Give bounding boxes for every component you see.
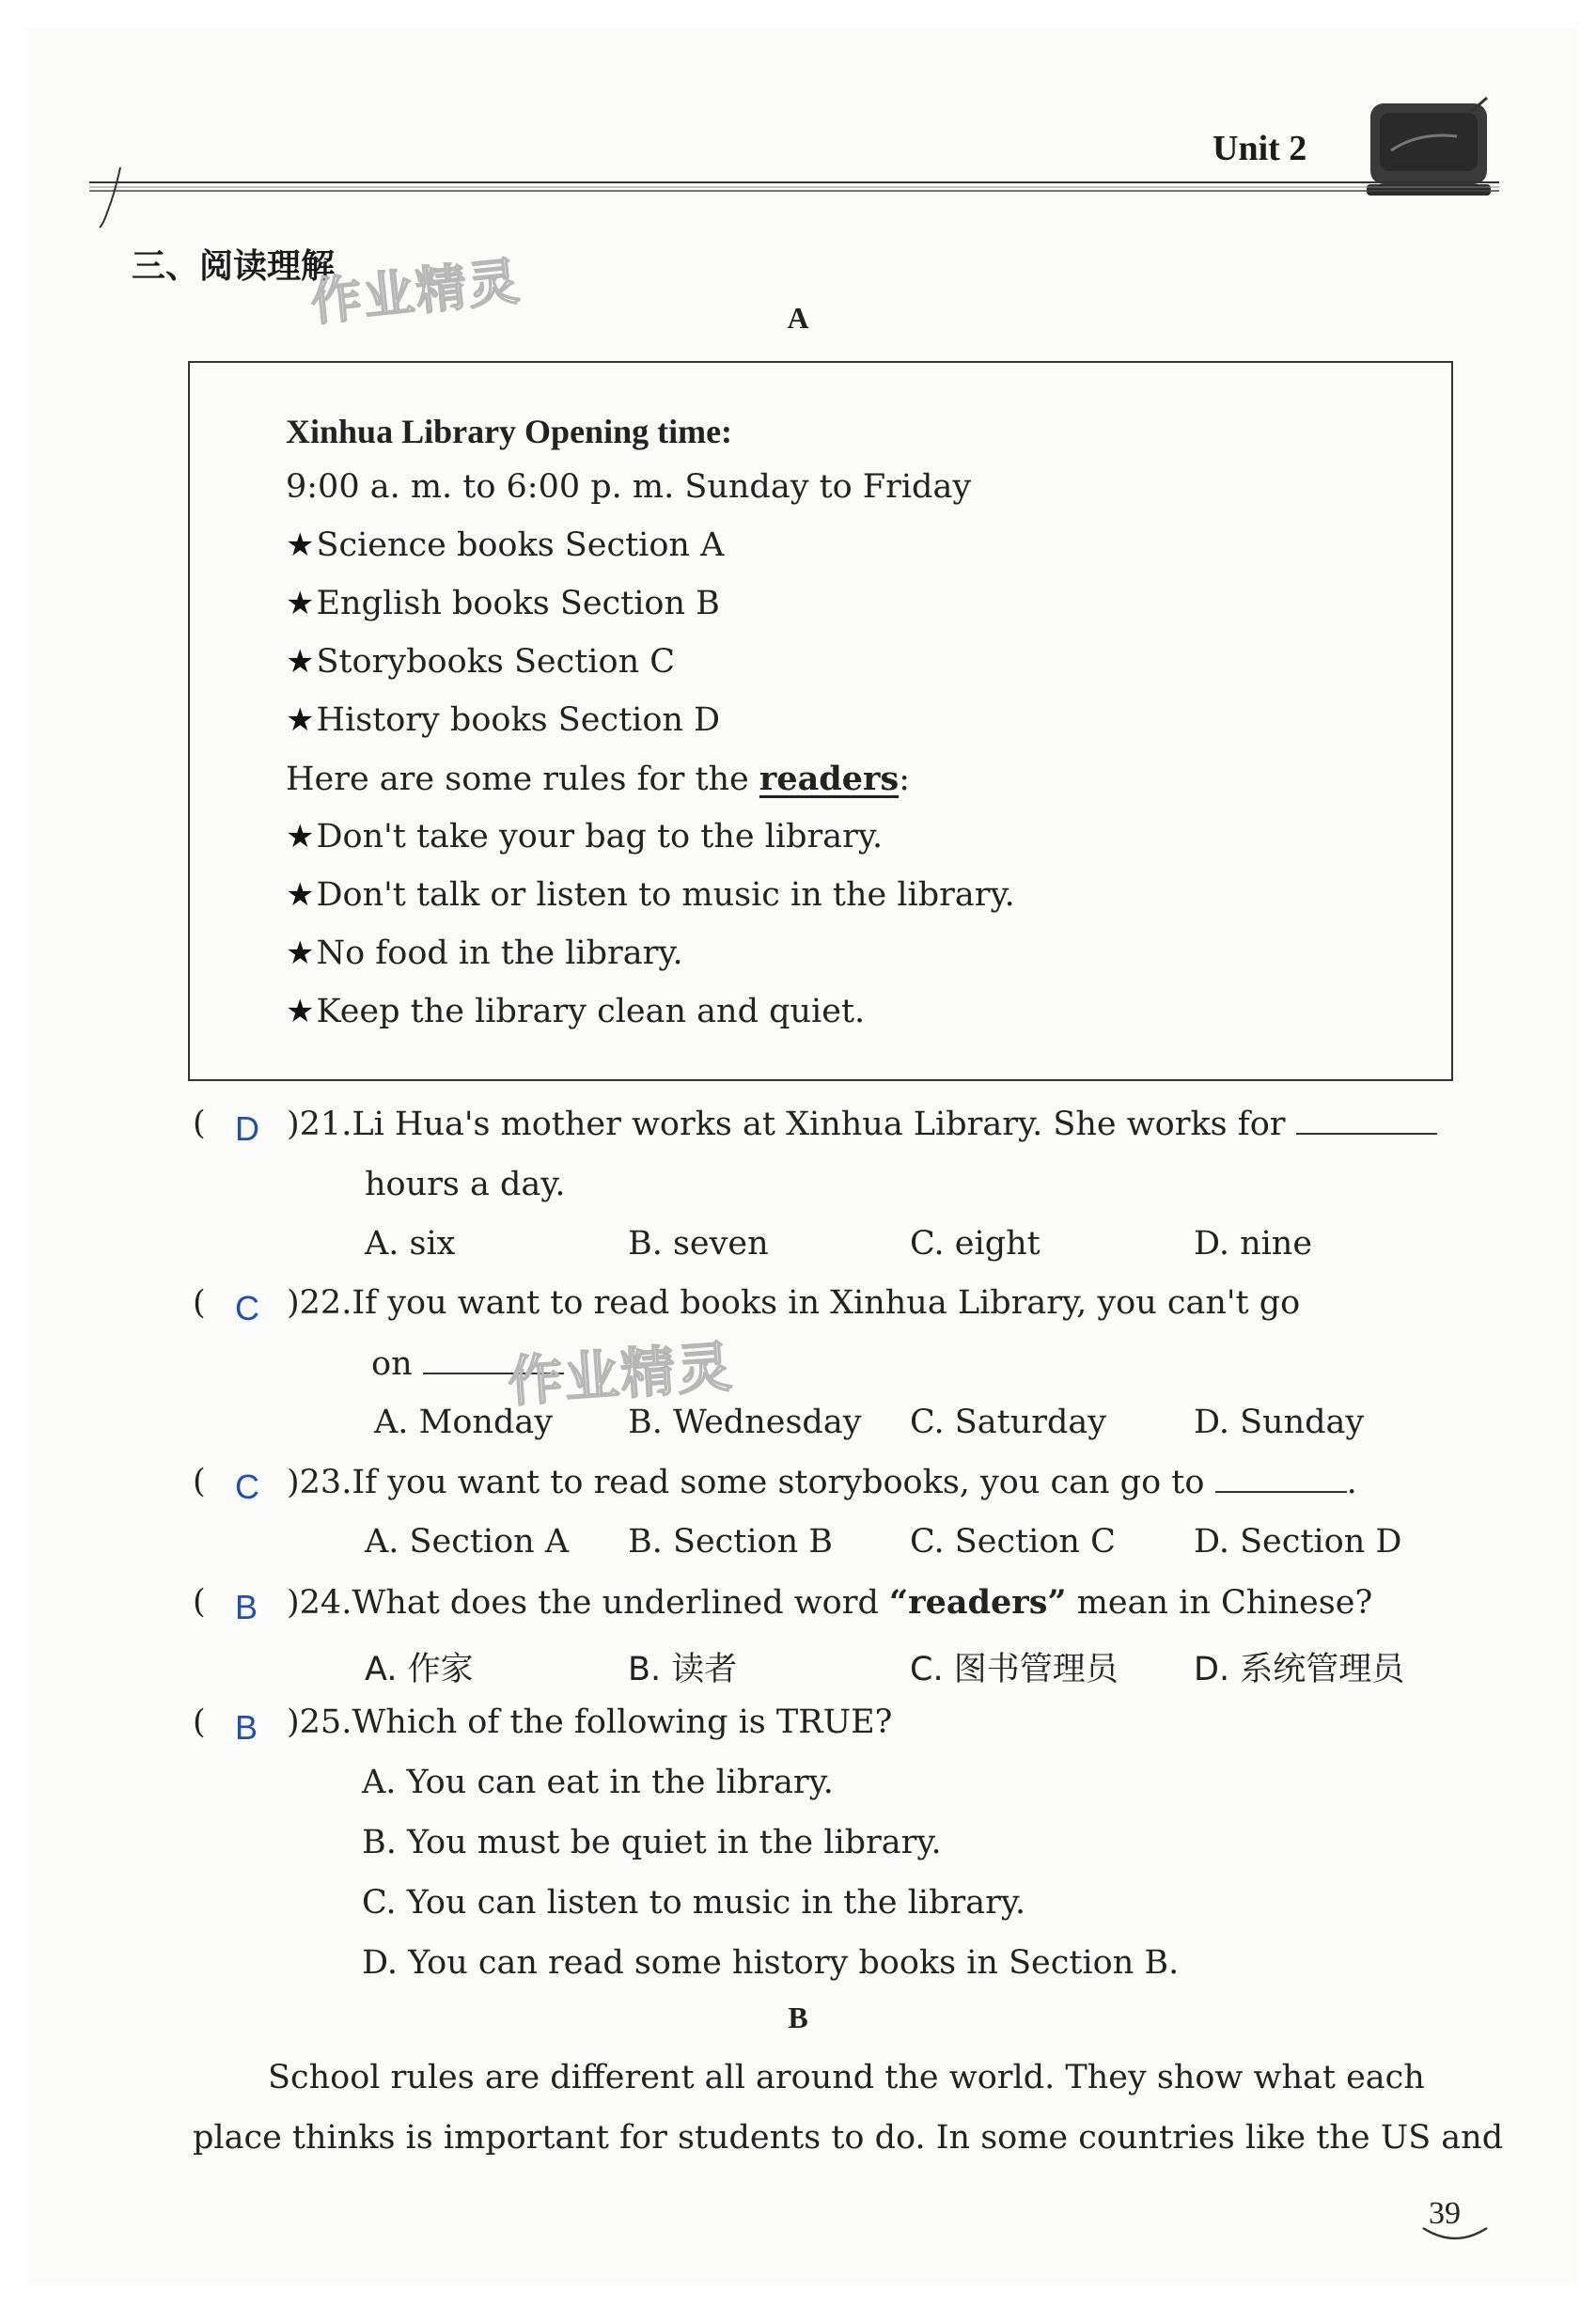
option: C. 图书管理员: [910, 1651, 1119, 1688]
rule-item: ★Don't talk or listen to music in the library.: [286, 876, 1015, 914]
watermark: 作业精灵: [307, 251, 524, 333]
underlined-word: readers: [759, 760, 900, 798]
star-icon: ★: [286, 876, 315, 914]
answer-blank: [1215, 1463, 1347, 1493]
star-icon: ★: [286, 526, 315, 564]
rule-item: ★Don't take your bag to the library.: [286, 818, 884, 855]
notice-title: Xinhua Library Opening time:: [286, 413, 733, 450]
option: C. You can listen to music in the library.: [362, 1884, 1026, 1922]
notice-section-item: ★Science books Section A: [286, 526, 725, 564]
option: A. six: [365, 1225, 456, 1263]
answer-paren-open: (: [193, 1463, 206, 1500]
option: D. Sunday: [1194, 1404, 1365, 1441]
passage-line: place thinks is important for students to do. In some countries like the US and: [193, 2119, 1504, 2157]
star-icon: ★: [286, 701, 315, 739]
question-23: )23.If you want to read some storybooks, you can go to .: [287, 1464, 1357, 1501]
watermark: 作业精灵: [506, 1334, 736, 1415]
answer-25: B: [235, 1708, 258, 1747]
option: C. Saturday: [910, 1404, 1107, 1441]
option: B. Section B: [628, 1523, 833, 1561]
question-22-cont: on: [371, 1344, 564, 1383]
answer-blank: [1296, 1105, 1437, 1135]
part-b-label: B: [788, 2001, 808, 2034]
rules-intro: Here are some rules for the readers:: [286, 760, 910, 798]
option: B. 读者: [628, 1651, 738, 1688]
notice-section-item: ★History books Section D: [286, 701, 721, 739]
option: D. You can read some history books in Section B.: [362, 1944, 1180, 1982]
answer-24: B: [235, 1588, 258, 1626]
star-icon: ★: [286, 934, 315, 972]
rule-item: ★No food in the library.: [286, 934, 683, 972]
option: D. nine: [1194, 1225, 1313, 1263]
option: C. Section C: [910, 1523, 1116, 1561]
notice-section-item: ★Storybooks Section C: [286, 643, 676, 681]
answer-paren-open: (: [193, 1284, 206, 1322]
option: B. seven: [628, 1225, 769, 1263]
star-icon: ★: [286, 818, 315, 855]
unit-title: Unit 2: [1213, 129, 1307, 168]
part-a-label: A: [787, 301, 809, 335]
option: A. Monday: [374, 1404, 554, 1441]
section-heading: 三、阅读理解: [132, 247, 336, 286]
option: D. 系统管理员: [1194, 1651, 1405, 1688]
library-notice-box: [188, 361, 1453, 1081]
option: A. 作家: [365, 1651, 474, 1688]
question-21-cont: hours a day.: [365, 1166, 566, 1203]
question-24: )24.What does the underlined word “readers” mean in Chinese?: [287, 1583, 1373, 1622]
notice-section-item: ★English books Section B: [286, 585, 720, 622]
star-icon: ★: [286, 993, 315, 1030]
option: B. You must be quiet in the library.: [362, 1824, 942, 1861]
header-divider: [89, 179, 1499, 194]
passage-line: School rules are different all around the world. They show what each: [268, 2059, 1425, 2096]
option: A. You can eat in the library.: [362, 1764, 834, 1801]
answer-21: D: [235, 1109, 259, 1148]
notice-hours: 9:00 a. m. to 6:00 p. m. Sunday to Friday: [286, 468, 972, 506]
question-21: )21.Li Hua's mother works at Xinhua Library. She works for: [287, 1105, 1437, 1143]
rule-item: ★Keep the library clean and quiet.: [286, 993, 866, 1030]
swirl-ornament: [94, 165, 132, 231]
option: D. Section D: [1194, 1523, 1402, 1561]
question-25: )25.Which of the following is TRUE?: [287, 1703, 893, 1741]
star-icon: ★: [286, 643, 315, 681]
option: A. Section A: [365, 1523, 570, 1561]
answer-23: C: [235, 1467, 259, 1506]
answer-paren-open: (: [193, 1583, 206, 1621]
question-22: )22.If you want to read books in Xinhua Library, you can't go: [287, 1284, 1301, 1322]
answer-22: C: [235, 1289, 259, 1327]
page-number: 39: [1429, 2196, 1461, 2231]
answer-paren-open: (: [193, 1703, 206, 1741]
star-icon: ★: [286, 585, 315, 622]
option: B. Wednesday: [628, 1404, 862, 1441]
option: C. eight: [910, 1225, 1041, 1263]
answer-paren-open: (: [193, 1105, 206, 1142]
